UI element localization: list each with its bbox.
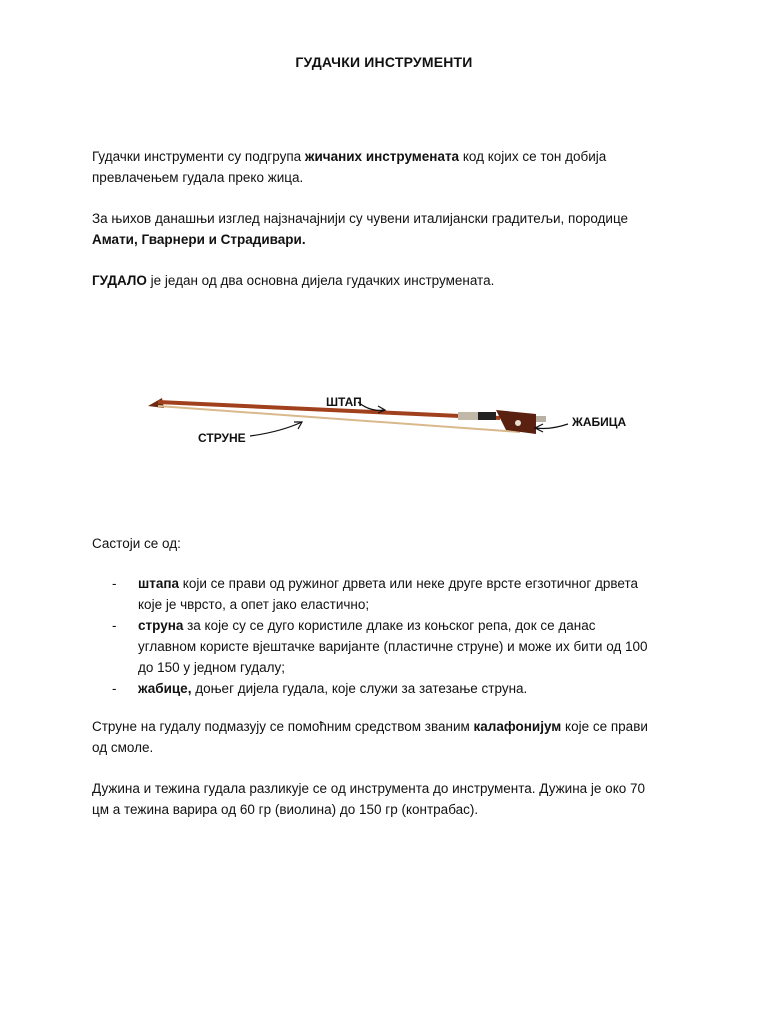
intro-paragraph (92, 146, 692, 188)
list-dash: - (112, 576, 117, 591)
parts-list (112, 573, 692, 699)
label-stick: ШТАП (326, 395, 362, 409)
arrow-strings (250, 422, 302, 436)
makers-bold: Амати, Гварнери и Страдивари. (92, 232, 306, 247)
list-text: доњег дијела гудала, које служи за затезање струна. (191, 681, 528, 696)
rosin-bold: калафонијум (473, 719, 562, 734)
list-text-line2: углавном користе вјештачке варијанте (пластичне струне) и може их бити од 100 (138, 639, 648, 654)
list-item (112, 678, 692, 699)
length-line2: цм а тежина варира од 60 гр (виолина) до 150 гр (контрабас). (92, 802, 479, 817)
intro-text-end: код којих се тон добија (459, 149, 607, 164)
bow-grip-wrap (478, 412, 496, 420)
length-paragraph (92, 778, 692, 820)
intro-bold: жичаних инструмената (304, 149, 460, 164)
list-item (112, 615, 692, 678)
bow-paragraph (92, 270, 692, 291)
label-frog: ЖАБИЦА (572, 415, 627, 429)
list-dash: - (112, 618, 117, 633)
bow-screw (536, 416, 546, 422)
bow-bold: ГУДАЛО (92, 273, 147, 288)
rosin-text-end: које се прави (561, 719, 648, 734)
length-line1: Дужина и тежина гудала разликује се од инструмента до инструмента. Дужина је око 70 (92, 781, 646, 796)
consists-heading: Састоји се од: (92, 536, 181, 551)
bow-text: је један од два основна дијела гудачких инструмената. (146, 273, 495, 288)
label-strings: СТРУНЕ (198, 431, 246, 445)
list-text-line2: које је чврсто, а опет јако еластично; (138, 597, 370, 612)
list-item (112, 573, 692, 615)
makers-paragraph (92, 208, 692, 250)
page-title: ГУДАЧКИ ИНСТРУМЕНТИ (295, 54, 473, 70)
rosin-line2: од смоле. (92, 740, 154, 755)
bow-grip-silver (458, 412, 480, 420)
intro-line2: превлачењем гудала преко жица. (92, 170, 304, 185)
list-bold: струна (138, 618, 184, 633)
rosin-paragraph (92, 716, 692, 758)
list-text-line3: до 150 у једном гудалу; (138, 660, 285, 675)
arrow-stick (358, 402, 384, 410)
list-text: за које су се дуго користиле длаке из коњског репа, док се данас (183, 618, 596, 633)
list-bold: штапа (138, 576, 180, 591)
rosin-text: Струне на гудалу подмазују се помоћним средством званим (92, 719, 474, 734)
intro-text: Гудачки инструменти су подгрупа (92, 149, 305, 164)
list-bold: жабице, (138, 681, 192, 696)
makers-text: За њихов данашњи изглед најзначајнији су чувени италијански градитељи, породице (92, 211, 629, 226)
bow-illustration (140, 380, 660, 450)
bow-frog-eye (515, 420, 521, 426)
list-text: који се прави од ружиног дрвета или неке друге врсте егзотичног дрвета (179, 576, 639, 591)
list-dash: - (112, 681, 117, 696)
